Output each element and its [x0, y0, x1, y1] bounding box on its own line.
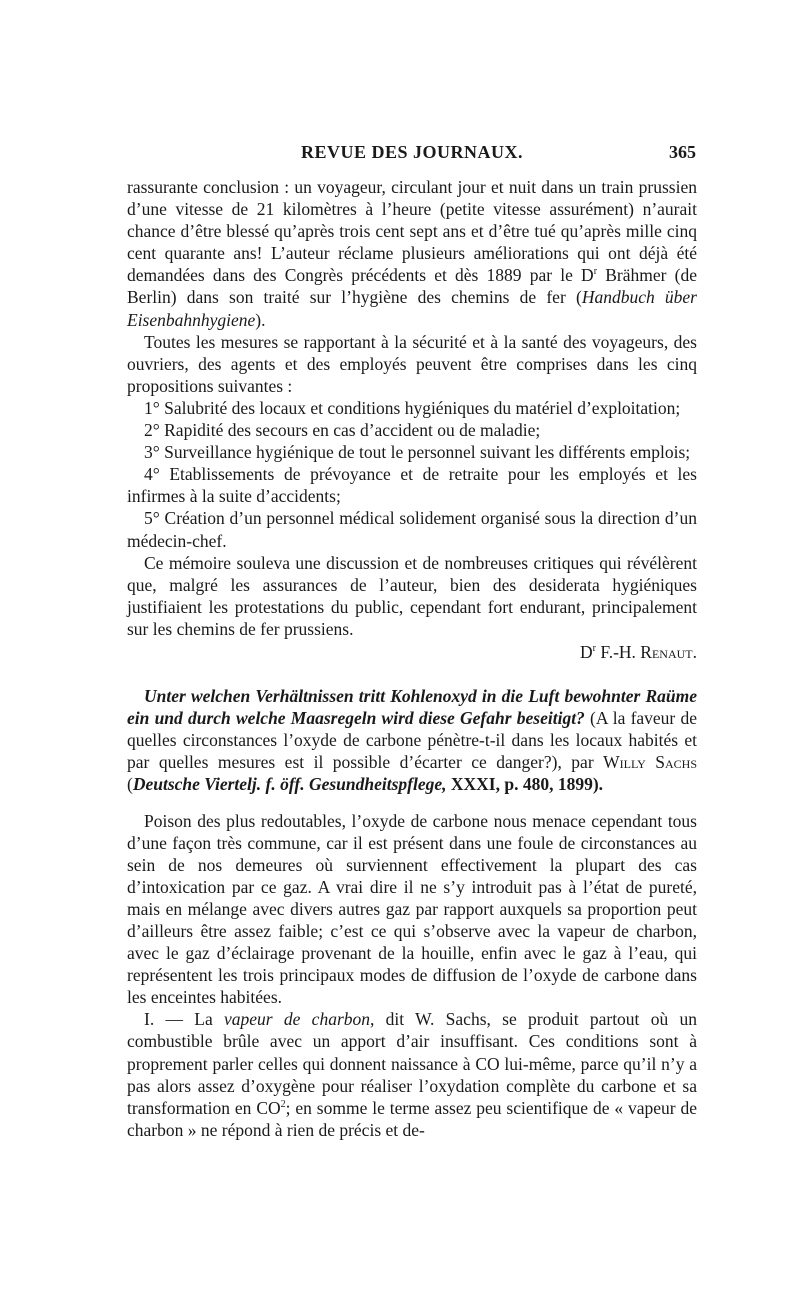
- paragraph: rassurante conclusion : un voyageur, circulant jour et nuit dans un train prussien d’une vitesse de 21 kilomètres à l’heure (petite vitesse assurément) n’aurait chance d’être blessé qu’après trois cent sept ans et d’être tué qu’après mille cinq cent quarante ans! L’auteur réclame plusieurs améliorations qui ont déjà été demandées dans des Congrès précédents et dès 1889 par le $D^r$ Brähmer (de Berlin) dans son traité sur l’hygiène des chemins de fer (Handbuch über Eisenbahnhygiene).: [127, 177, 697, 330]
- list-item: 1° Salubrité des locaux et conditions hygiéniques du matériel d’exploitation;: [144, 397, 681, 418]
- list-item: 2° Rapidité des secours en cas d’accident ou de maladie;: [144, 420, 541, 441]
- page-number: 365: [669, 142, 696, 162]
- cited-work-title: Handbuch über Eisenbahnhygiene: [127, 287, 697, 330]
- paragraph: Poison des plus redoutables, l’oxyde de carbone nous menace cependant tous d’une façon très commune, car il est présent dans une foule de circonstances au sein de nos demeures où surviennent effectivement la plupart des cas d’intoxication par ce gaz. A vrai dire il ne s’y introduit pas à l’état de pureté, mais en mélange avec divers autres gaz par rapport auxquels sa proportion peut d’ailleurs être assez faible; c’est ce qui s’observe avec la vapeur de charbon, avec le gaz d’éclairage provenant de la houille, enfin avec le gaz à l’eau, qui représentent les trois principaux modes de diffusion de l’oxyde de carbone dans les enceintes habitées.: [127, 810, 697, 1008]
- paragraph: Ce mémoire souleva une discussion et de nombreuses critiques qui révélèrent que, malgré les assurances de l’auteur, bien des desiderata hygiéniques justifiaient les protestations du public, cependant fort endurant, principalement sur les chemins de fer prussiens.: [127, 552, 697, 639]
- list-item: 4° Etablissements de prévoyance et de retraite pour les employés et les infirmes à la suite d’accidents;: [127, 464, 697, 507]
- page-body: [127, 176, 697, 1141]
- article-title: Unter welchen Verhältnissen tritt Kohlenoxyd in die Luft bewohnter Raüme ein und durch welche Maasregeln wird diese Gefahr beseitigt?: [127, 686, 697, 729]
- journal-name: Deutsche Viertelj. f. öff. Gesundheitspflege,: [132, 774, 447, 795]
- article-citation: (A la faveur de quelles circonstances l’oxyde de carbone pénètre-t-il dans les locaux habités et par quelles mesures est il possible d’écarter ce danger?), par Willy Sachs (Deutsche Viertelj. f. öff. Gesundheitspflege, XXXI, p. 480, 1899).: [127, 708, 697, 795]
- paragraph: Toutes les mesures se rapportant à la sécurité et à la santé des voyageurs, des ouvriers, des agents et des employés peuvent être comprises dans les cinq propositions suivantes :: [127, 331, 697, 396]
- author-signature: $D^r$ F.-H. Renaut.: [580, 641, 697, 662]
- list-item: 5° Création d’un personnel médical solidement organisé sous la direction d’un médecin-chef.: [127, 508, 697, 551]
- page-header: [128, 142, 696, 172]
- running-title: REVUE DES JOURNAUX.: [300, 142, 524, 162]
- article-heading: [127, 685, 697, 795]
- author-name: Willy Sachs: [603, 752, 697, 773]
- list-item: 3° Surveillance hygiénique de tout le personnel suivant les différents emplois;: [144, 442, 691, 463]
- paragraph: I. — La vapeur de charbon, dit W. Sachs, se produit partout où un combustible brûle avec un apport d’air insuffisant. Ces conditions sont à proprement parler celles qui donnent naissance à CO lui-même, parce qu’il n’y a pas alors assez d’oxygène pour réaliser l’oxydation complète du carbone et sa transformation en $CO^2$; en somme le terme assez peu scientifique de « vapeur de charbon » ne répond à rien de précis et de-: [127, 1009, 698, 1140]
